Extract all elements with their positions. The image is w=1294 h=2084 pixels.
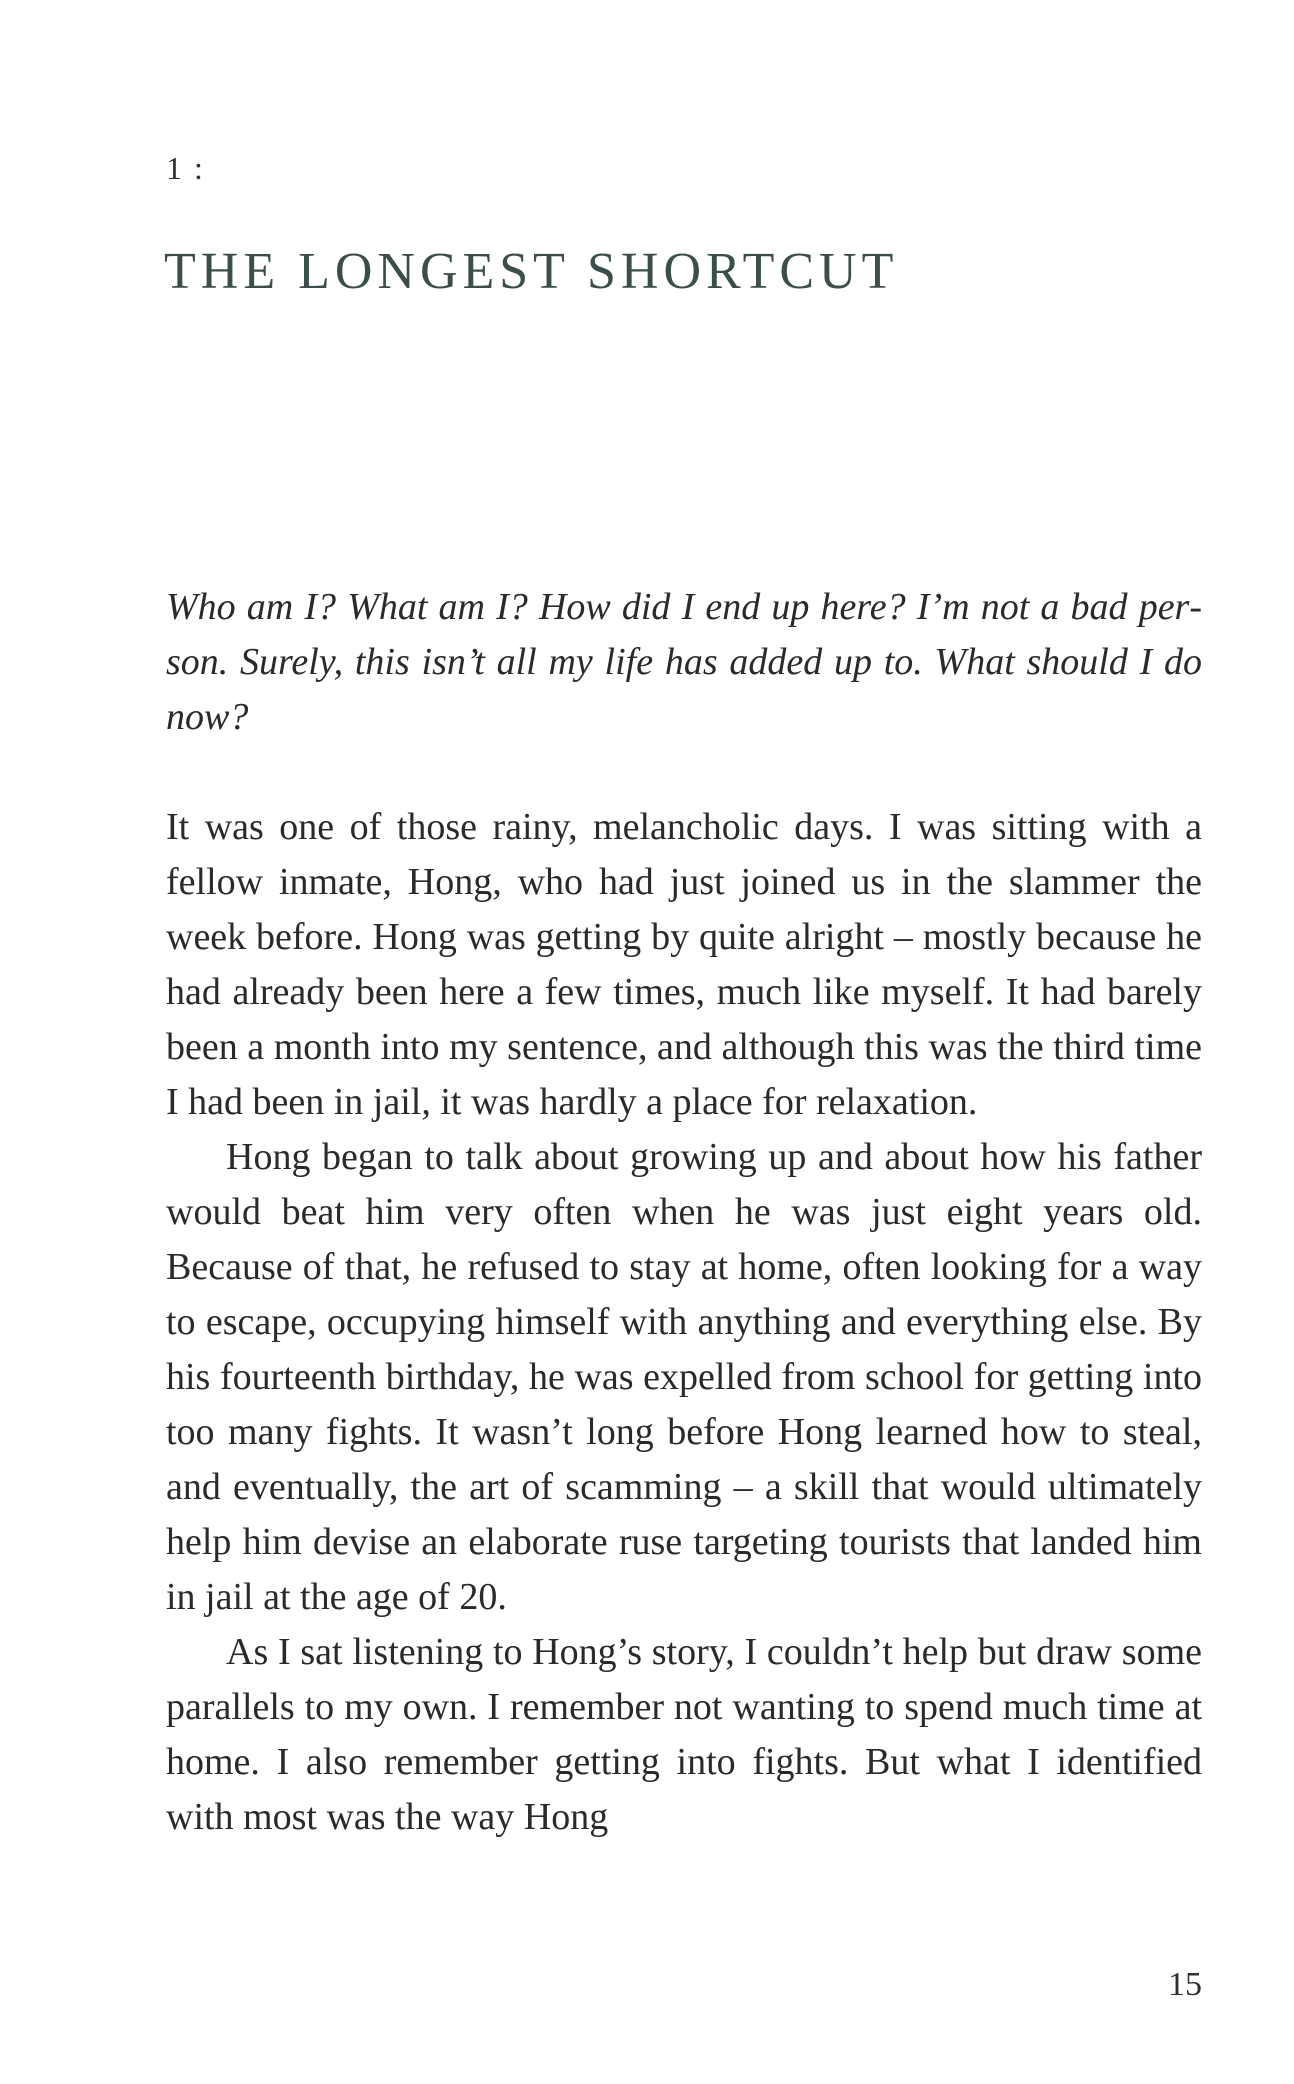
- epigraph: Who am I? What am I? How did I end up here? I’m not a bad person. Surely, this isn’t all my life has added up to. What should I do now?: [166, 586, 1202, 738]
- paragraph: Hong began to talk about growing up and about how his father would beat him very often when he was just eight years old. Because of that, he refused to stay at home, often looking for a way to escape, occupying himself with anything and everything else. By his fourteenth birthday, he was expelled from school for getting into too many fights. It wasn’t long before Hong learned how to steal, and eventually, the art of scamming – a skill that would ultimately help him devise an elaborate ruse targeting tourists that landed him in jail at the age of 20.: [166, 1136, 1202, 1618]
- paragraph: As I sat listening to Hong’s story, I couldn’t help but draw some parallels to my own. I remember not wanting to spend much time at home. I also remember getting into fights. But what I identified with most was the way Hong: [166, 1631, 1202, 1838]
- paragraph: It was one of those rainy, melancholic days. I was sitting with a fellow inmate, Hong, who had just joined us in the slammer the week before. Hong was getting by quite alright – mostly because he had already been here a few times, much like myself. It had barely been a month into my sentence, and although this was the third time I had been in jail, it was hardly a place for relaxation.: [166, 806, 1202, 1123]
- chapter-title: THE LONGEST SHORTCUT: [164, 243, 899, 300]
- body-text: [166, 800, 1202, 1845]
- page-number: 15: [1168, 1966, 1202, 2003]
- chapter-number: 1 :: [166, 150, 205, 186]
